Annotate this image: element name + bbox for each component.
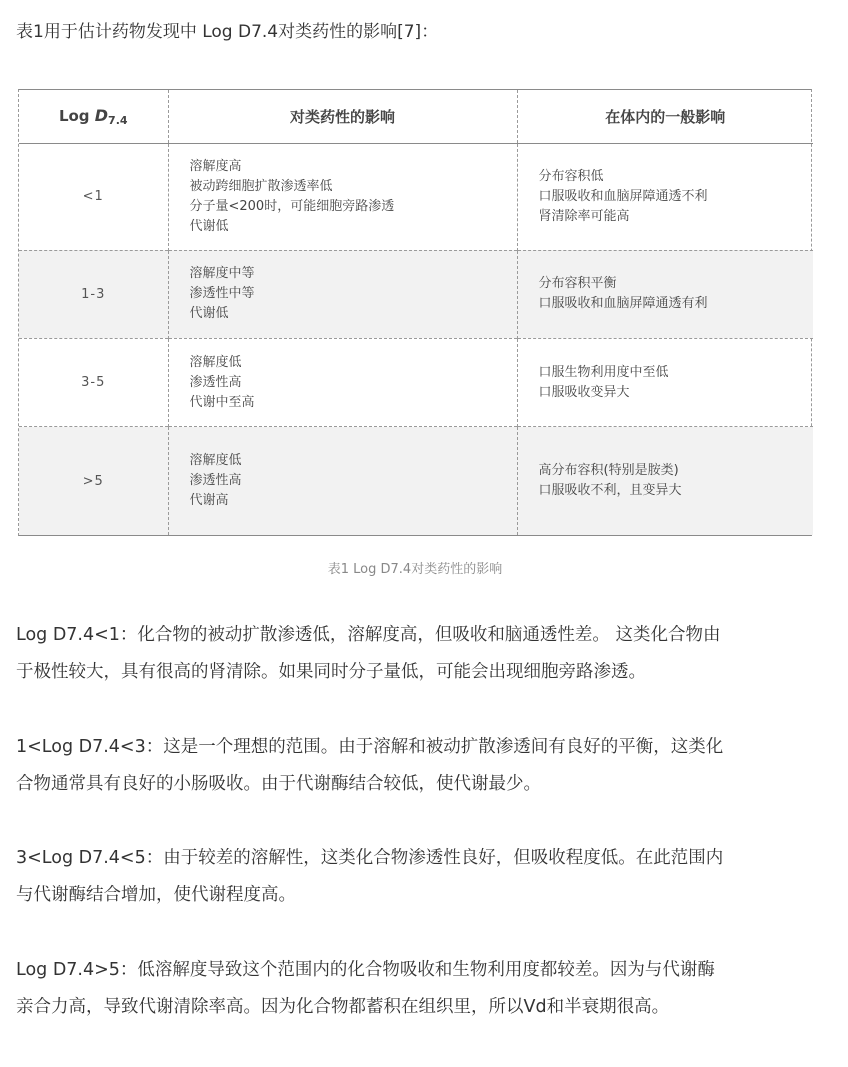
druglike-cell <box>168 250 517 338</box>
druglike-line: 渗透性高 <box>189 374 242 390</box>
paragraph-line: 亲合力高，导致代谢清除率高。因为化合物都蓄积在组织里，所以Vd和半衰期很高。 <box>16 997 670 1017</box>
paragraph-line: 与代谢酶结合增加，使代谢程度高。 <box>16 885 296 905</box>
druglike-line: 代谢中至高 <box>189 394 255 410</box>
druglike-line: 溶解度低 <box>189 354 242 370</box>
invivo-line: 分布容积低 <box>538 168 604 184</box>
druglike-cell <box>168 427 517 535</box>
druglike-line: 被动跨细胞扩散渗透率低 <box>189 178 333 194</box>
table-row <box>19 250 813 338</box>
intro-text: 表1用于估计药物发现中 Log D7.4对类药性的影响[7]： <box>16 22 439 42</box>
invivo-cell <box>517 427 813 535</box>
druglike-cell <box>168 338 517 426</box>
druglike-line: 溶解度中等 <box>189 266 255 282</box>
invivo-line: 口服吸收和血脑屏障通透不利 <box>538 188 708 204</box>
paragraph-line: Log D7.4>5：低溶解度导致这个范围内的化合物吸收和生物利用度都较差。因为与代谢酶 <box>16 960 715 980</box>
druglike-line: 溶解度低 <box>189 453 242 469</box>
invivo-cell <box>517 143 813 250</box>
header-logd-prefix: Log <box>58 106 95 125</box>
table-row <box>19 427 813 535</box>
range-cell: >5 <box>19 427 168 535</box>
druglike-line: 溶解度高 <box>189 158 242 174</box>
paragraph-line: Log D7.4<1：化合物的被动扩散渗透低，溶解度高，但吸收和脑通透性差。 这类化合物由 <box>16 625 721 645</box>
header-logd <box>19 90 168 143</box>
table-header-row <box>19 90 813 143</box>
logd-table <box>18 89 812 536</box>
range-cell: 3-5 <box>81 375 106 391</box>
header-logd-italic: D <box>94 105 109 125</box>
range-cell: 1-3 <box>19 250 168 338</box>
invivo-line: 口服吸收和血脑屏障通透有利 <box>538 296 708 312</box>
druglike-line: 代谢低 <box>189 218 229 234</box>
invivo-line: 口服生物利用度中至低 <box>538 364 669 380</box>
druglike-line: 代谢低 <box>189 306 229 322</box>
invivo-cell <box>517 338 813 426</box>
druglike-line: 代谢高 <box>189 493 229 509</box>
range-cell: <1 <box>82 189 104 205</box>
paragraph-logd-3-to-5 <box>16 840 816 914</box>
paragraph-line: 于极性较大，具有很高的肾清除。如果同时分子量低，可能会出现细胞旁路渗透。 <box>16 662 646 682</box>
invivo-line: 分布容积平衡 <box>538 276 617 292</box>
table-row <box>19 338 813 426</box>
invivo-line: 高分布容积(特别是胺类) <box>538 463 679 479</box>
header-invivo-effect: 在体内的一般影响 <box>517 90 813 143</box>
invivo-line: 肾清除率可能高 <box>538 208 630 224</box>
paragraph-logd-1-to-3 <box>16 729 816 803</box>
paragraph-logd-below-1 <box>16 617 816 691</box>
druglike-line: 渗透性中等 <box>189 286 255 302</box>
paragraph-logd-above-5 <box>16 952 816 1026</box>
druglike-line: 分子量<200时，可能细胞旁路渗透 <box>189 198 395 214</box>
table-caption: 表1 Log D7.4对类药性的影响 <box>327 562 503 577</box>
paragraph-line: 1<Log D7.4<3：这是一个理想的范围。由于溶解和被动扩散渗透间有良好的平衡，这类化 <box>16 737 724 757</box>
invivo-cell <box>517 250 813 338</box>
invivo-line: 口服吸收变异大 <box>538 384 630 400</box>
druglike-line: 渗透性高 <box>189 473 242 489</box>
header-logd-subscript: 7.4 <box>108 113 128 127</box>
paragraph-line: 合物通常具有良好的小肠吸收。由于代谢酶结合较低，使代谢最少。 <box>16 774 541 794</box>
druglike-cell <box>168 143 517 250</box>
paragraph-line: 3<Log D7.4<5：由于较差的溶解性，这类化合物渗透性良好，但吸收程度低。在此范围内 <box>16 848 724 868</box>
table-row <box>19 143 813 250</box>
invivo-line: 口服吸收不利，且变异大 <box>538 483 682 499</box>
header-druglike-effect: 对类药性的影响 <box>168 90 517 143</box>
